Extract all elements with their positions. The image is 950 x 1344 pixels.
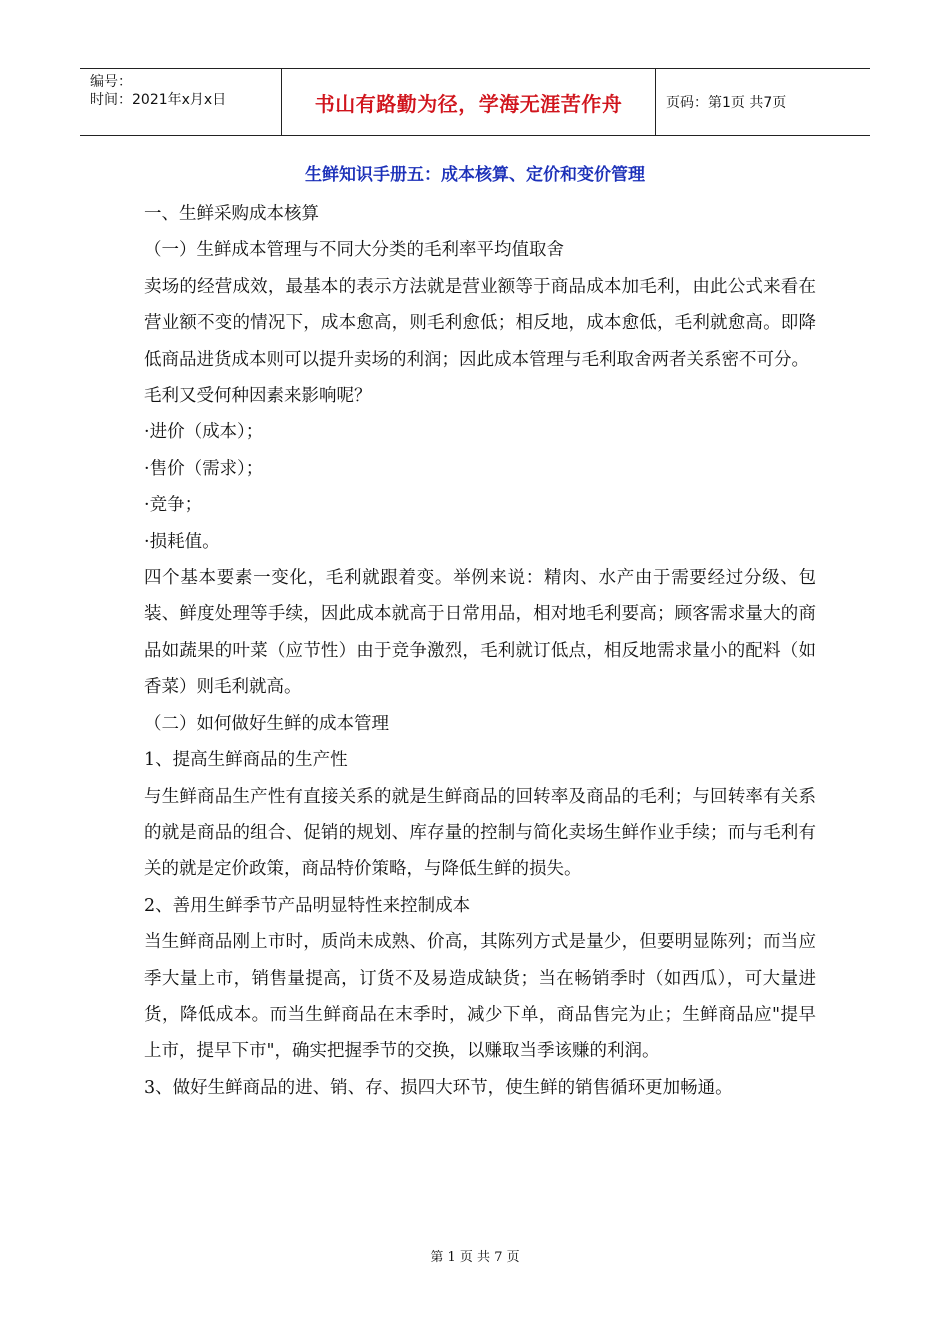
body-paragraph: 卖场的经营成效，最基本的表示方法就是营业额等于商品成本加毛利，由此公式来看在营业额不变的情况下，成本愈高，则毛利愈低；相反地，成本愈低，毛利就愈高。即降低商品进货成本则可以提升卖场的利润；因此成本管理与毛利取舍两者关系密不可分。 [144,276,816,370]
document-body [144,196,816,1106]
bullet-item: ·竞争； [144,495,203,516]
subsection-heading: （一）生鲜成本管理与不同大分类的毛利率平均值取舍 [144,240,564,261]
bullet-item: ·进价（成本）； [144,422,264,443]
number-label: 编号： [90,74,132,90]
body-paragraph: 当生鲜商品刚上市时，质尚未成熟、价高，其陈列方式是量少，但要明显陈列；而当应季大量上市，销售量提高，订货不及易造成缺货；当在畅销季时（如西瓜），可大量进货，降低成本。而当生鲜商品在末季时，减少下单，商品售完为止；生鲜商品应"提早上市，提早下市"，确实把握季节的交换，以赚取当季该赚的利润。 [144,932,816,1062]
numbered-heading: 2、善用生鲜季节产品明显特性来控制成本 [144,895,471,916]
numbered-heading: 1、提高生鲜商品的生产性 [144,750,348,771]
numbered-heading: 3、做好生鲜商品的进、销、存、损四大环节，使生鲜的销售循环更加畅通。 [144,1077,733,1098]
section-heading: 一、生鲜采购成本核算 [144,204,319,224]
body-paragraph: 与生鲜商品生产性有直接关系的就是生鲜商品的回转率及商品的毛利；与回转率有关系的就是商品的组合、促销的规划、库存量的控制与简化卖场生鲜作业手续；而与毛利有关的就是定价政策，商品特价策略，与降低生鲜的损失。 [144,786,816,880]
date-label: 时间：2021年x月x日 [90,92,227,108]
header-motto: 书山有路勤为径，学海无涯苦作舟 [282,69,656,135]
body-paragraph: 四个基本要素一变化，毛利就跟着变。举例来说：精肉、水产由于需要经过分级、包装、鲜度处理等手续，因此成本就高于日常用品，相对地毛利要高；顾客需求量大的商品如蔬果的叶菜（应节性）由于竞争激烈，毛利就订低点，相反地需求量小的配料（如香菜）则毛利就高。 [144,568,816,698]
body-paragraph: 毛利又受何种因素来影响呢？ [144,386,372,407]
header-table [80,68,870,136]
header-meta [80,69,282,135]
subsection-heading: （二）如何做好生鲜的成本管理 [144,713,389,734]
header-page-info: 页码：第1页 共7页 [666,95,787,111]
page-footer: 第 1 页 共 7 页 [430,1250,520,1265]
bullet-item: ·损耗值。 [144,531,220,552]
bullet-item: ·售价（需求）； [144,458,264,479]
document-title: 生鲜知识手册五：成本核算、定价和变价管理 [305,165,645,185]
